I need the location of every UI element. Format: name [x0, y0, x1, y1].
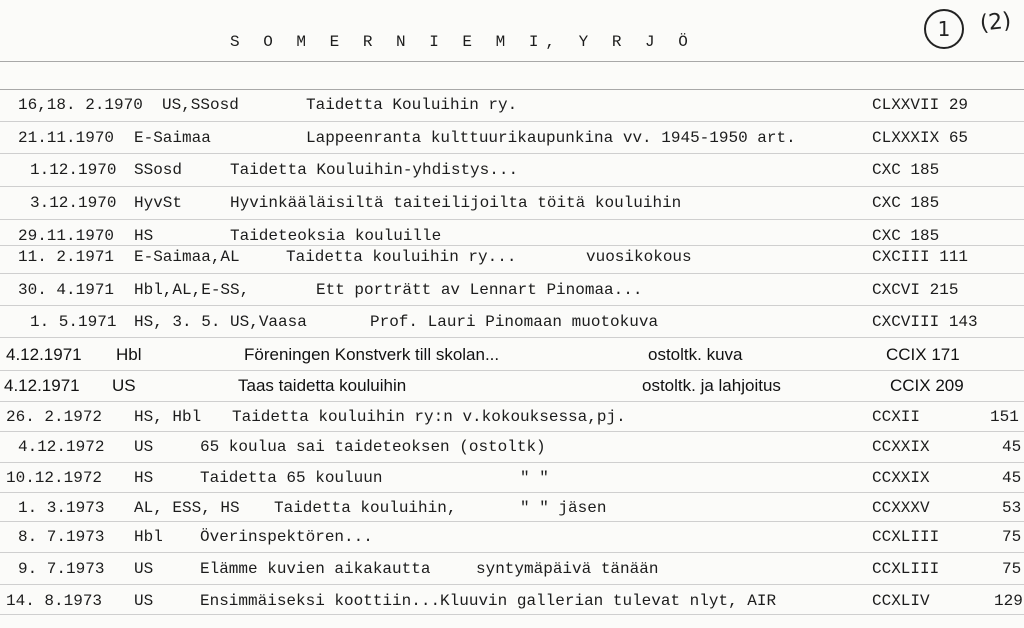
entry-ref: CCIX 171: [886, 345, 960, 364]
list-item: [0, 499, 1024, 523]
entry-title: Taidetta kouluihin ry:n v.kokouksessa,pj.: [232, 408, 626, 426]
list-item: [0, 469, 1024, 493]
entry-date: 1. 3.1973: [18, 499, 105, 517]
entry-title: Taideteoksia kouluille: [230, 227, 442, 245]
entry-date: 8. 7.1973: [18, 528, 105, 546]
row-divider: [0, 431, 1024, 432]
list-item: [0, 408, 1024, 432]
list-item: [0, 96, 1024, 120]
entry-ref: CCXLIII: [872, 528, 940, 546]
list-item: [0, 376, 1024, 400]
entry-source: US: [134, 438, 154, 456]
entry-ref: CLXXXIX 65: [872, 129, 969, 147]
entry-title: Lappeenranta kulttuurikaupunkina vv. 1945-1950 art.: [306, 129, 796, 147]
entry-title: Taas taidetta kouluihin: [238, 376, 407, 395]
entry-title: Föreningen Konstverk till skolan...: [244, 345, 500, 364]
entry-page: 45: [1002, 438, 1022, 456]
entry-source: Hbl,AL,E-SS,: [134, 281, 250, 299]
entry-ref: CXCVIII 143: [872, 313, 978, 331]
row-divider: [0, 614, 1024, 615]
entry-note: " ": [520, 469, 549, 487]
list-item: [0, 194, 1024, 218]
card-title: S O M E R N I E M I, Y R J Ö: [230, 33, 695, 51]
entry-ref: CXCIII 111: [872, 248, 969, 266]
entry-source: SSosd: [134, 161, 183, 179]
entry-page: 129: [994, 592, 1023, 610]
entry-ref: CXC 185: [872, 227, 940, 245]
entry-ref: CCXLIV: [872, 592, 930, 610]
entry-ref: CXC 185: [872, 194, 940, 212]
row-divider: [0, 273, 1024, 274]
entry-date: 29.11.1970: [18, 227, 115, 245]
handwritten-circled-number: 1: [924, 9, 964, 49]
entry-date: 4.12.1971: [6, 345, 82, 364]
entry-ref: CCXXIX: [872, 469, 930, 487]
entry-note: vuosikokous: [586, 248, 692, 266]
entry-page: 75: [1002, 528, 1022, 546]
ruled-line: [0, 61, 1024, 62]
entry-title: Överinspektören...: [200, 528, 373, 546]
entry-date: 21.11.1970: [18, 129, 115, 147]
entry-date: 26. 2.1972: [6, 408, 103, 426]
entry-date: 1.12.1970: [30, 161, 117, 179]
entry-date: 4.12.1971: [4, 376, 80, 395]
row-divider: [0, 121, 1024, 122]
list-item: [0, 313, 1024, 337]
entry-source: US,SSosd: [162, 96, 239, 114]
entry-page: 151: [990, 408, 1019, 426]
list-item: [0, 438, 1024, 462]
entry-source: Hbl: [116, 345, 142, 364]
entry-source: HS, Hbl: [134, 408, 202, 426]
entry-source: HS, 3. 5. US,Vaasa: [134, 313, 307, 331]
entry-date: 14. 8.1973: [6, 592, 103, 610]
entry-title: Taidetta 65 kouluun: [200, 469, 383, 487]
list-item: [0, 129, 1024, 153]
entry-ref: CCXXIX: [872, 438, 930, 456]
entry-title: Ett porträtt av Lennart Pinomaa...: [316, 281, 643, 299]
entry-source: HyvSt: [134, 194, 183, 212]
entry-title: Prof. Lauri Pinomaan muotokuva: [370, 313, 659, 331]
list-item: [0, 560, 1024, 584]
entry-source: AL, ESS, HS: [134, 499, 240, 517]
entry-date: 10.12.1972: [6, 469, 103, 487]
entry-title: Taidetta kouluihin ry...: [286, 248, 517, 266]
entry-source: E-Saimaa: [134, 129, 211, 147]
entry-page: 75: [1002, 560, 1022, 578]
entry-date: 3.12.1970: [30, 194, 117, 212]
entry-title: Taidetta kouluihin,: [274, 499, 457, 517]
entry-ref: CCIX 209: [890, 376, 964, 395]
entry-date: 4.12.1972: [18, 438, 105, 456]
entry-note: " " jäsen: [520, 499, 607, 517]
entry-page: 45: [1002, 469, 1022, 487]
entry-source: HS: [134, 227, 154, 245]
row-divider: [0, 186, 1024, 187]
entry-ref: CCXII: [872, 408, 921, 426]
row-divider: [0, 370, 1024, 371]
entry-title: Elämme kuvien aikakautta: [200, 560, 431, 578]
row-divider: [0, 305, 1024, 306]
entry-source: E-Saimaa,AL: [134, 248, 240, 266]
row-divider: [0, 219, 1024, 220]
list-item: [0, 161, 1024, 185]
entry-source: Hbl: [134, 528, 163, 546]
entry-date: 9. 7.1973: [18, 560, 105, 578]
row-divider: [0, 337, 1024, 338]
row-divider: [0, 552, 1024, 553]
row-divider: [0, 521, 1024, 522]
entry-date: 11. 2.1971: [18, 248, 115, 266]
row-divider: [0, 492, 1024, 493]
entry-ref: CCXLIII: [872, 560, 940, 578]
list-item: [0, 592, 1024, 616]
list-item: [0, 281, 1024, 305]
entry-note: syntymäpäivä tänään: [476, 560, 659, 578]
list-item: [0, 345, 1024, 369]
entry-note: ostoltk. kuva: [648, 345, 743, 364]
entry-title: Ensimmäiseksi koottiin...Kluuvin gallerian tulevat nlyt, AIR: [200, 592, 777, 610]
entry-date: 30. 4.1971: [18, 281, 115, 299]
entry-page: 53: [1002, 499, 1022, 517]
handwritten-parenthesized-number: (2): [978, 8, 1013, 37]
list-item: [0, 528, 1024, 552]
entry-date: 1. 5.1971: [30, 313, 117, 331]
row-divider: [0, 584, 1024, 585]
entry-source: US: [112, 376, 136, 395]
entry-source: HS: [134, 469, 154, 487]
row-divider: [0, 153, 1024, 154]
entry-ref: CLXXVII 29: [872, 96, 969, 114]
row-divider: [0, 401, 1024, 402]
entry-ref: CCXXXV: [872, 499, 930, 517]
entry-date: 16,18. 2.1970: [18, 96, 143, 114]
entry-source: US: [134, 560, 154, 578]
entry-ref: CXCVI 215: [872, 281, 959, 299]
row-divider: [0, 245, 1024, 246]
entry-title: Hyvinkääläisiltä taiteilijoilta töitä kouluihin: [230, 194, 682, 212]
entry-title: Taidetta Kouluihin ry.: [306, 96, 518, 114]
entry-note: ostoltk. ja lahjoitus: [642, 376, 781, 395]
list-item: [0, 248, 1024, 272]
entry-ref: CXC 185: [872, 161, 940, 179]
entry-title: Taidetta Kouluihin-yhdistys...: [230, 161, 519, 179]
row-divider: [0, 462, 1024, 463]
ruled-line: [0, 89, 1024, 90]
entry-title: 65 koulua sai taideteoksen (ostoltk): [200, 438, 546, 456]
entry-source: US: [134, 592, 154, 610]
